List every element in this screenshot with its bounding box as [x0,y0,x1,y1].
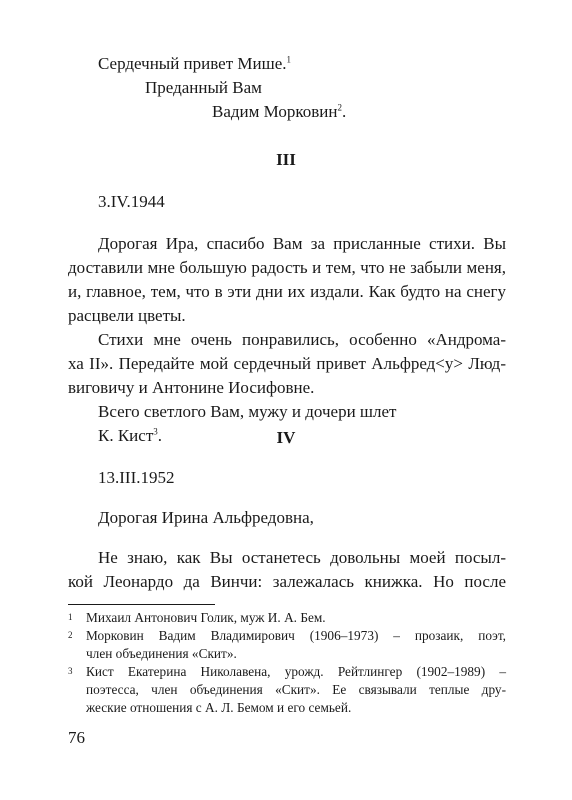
letter-text-line: Дорогая Ира, спасибо Вам за присланные стихи. Вы [98,234,506,253]
footnote-ref-3: 3 [153,426,158,437]
letter-signature: К. Кист$^3$. [98,426,162,445]
footnote-number: 2 [68,630,73,640]
footnote-line: член объединения «Скит». [86,646,237,661]
signature-name: Вадим Морковин$^2$. [212,102,347,121]
footnote-line: Морковин Вадим Владимирович (1906–1973) – прозаик, поэт, [86,628,506,643]
letter-text-line: Не знаю, как Вы останетесь довольны моей посыл- [98,548,506,567]
letter-text-line: кой Леонардо да Винчи: залежалась книжка. Но после [68,572,506,591]
letter-text-line: Всего светлого Вам, мужу и дочери шлет [98,402,397,421]
letter-date: 13.III.1952 [98,468,175,487]
greeting-line: Сердечный привет Мише.$^1$ [98,54,292,73]
footnote-rule [68,604,215,605]
letter-heading-iv: IV [276,428,296,447]
footnote-ref-2: 2 [337,102,342,113]
letter-text-line: и, главное, тем, что в эти дни их издали. Как будто на снегу [68,282,506,301]
footnote-ref-1: 1 [286,54,292,65]
letter-salutation: Дорогая Ирина Альфредовна, [98,508,314,527]
letter-text-line: ха II». Передайте мой сердечный привет Альфред<у> Люд- [68,354,506,373]
letter-date: 3.IV.1944 [98,192,165,211]
footnote-line: Михаил Антонович Голик, муж И. А. Бем. [86,610,326,625]
letter-text-line: виговичу и Антонине Иосифовне. [68,378,315,397]
footnote-line: поэтесса, член объединения «Скит». Ее связывали теплые дру- [86,682,506,697]
footnote-line: жеские отношения с А. Л. Бемом и его семьей. [86,700,352,715]
footnote-number: 1 [68,612,73,622]
closing-line: Преданный Вам [145,78,262,97]
page-number: 76 [68,728,85,747]
footnote-line: Кист Екатерина Николавена, урожд. Рейтлингер (1902–1989) – [86,664,506,679]
letter-text-line: доставили мне большую радость и тем, что не забыли меня, [68,258,506,277]
letter-heading-iii: III [276,150,296,169]
letter-text-line: Стихи мне очень понравились, особенно «Андрома- [98,330,506,349]
letter-text-line: расцвели цветы. [68,306,186,325]
footnote-number: 3 [68,666,73,676]
